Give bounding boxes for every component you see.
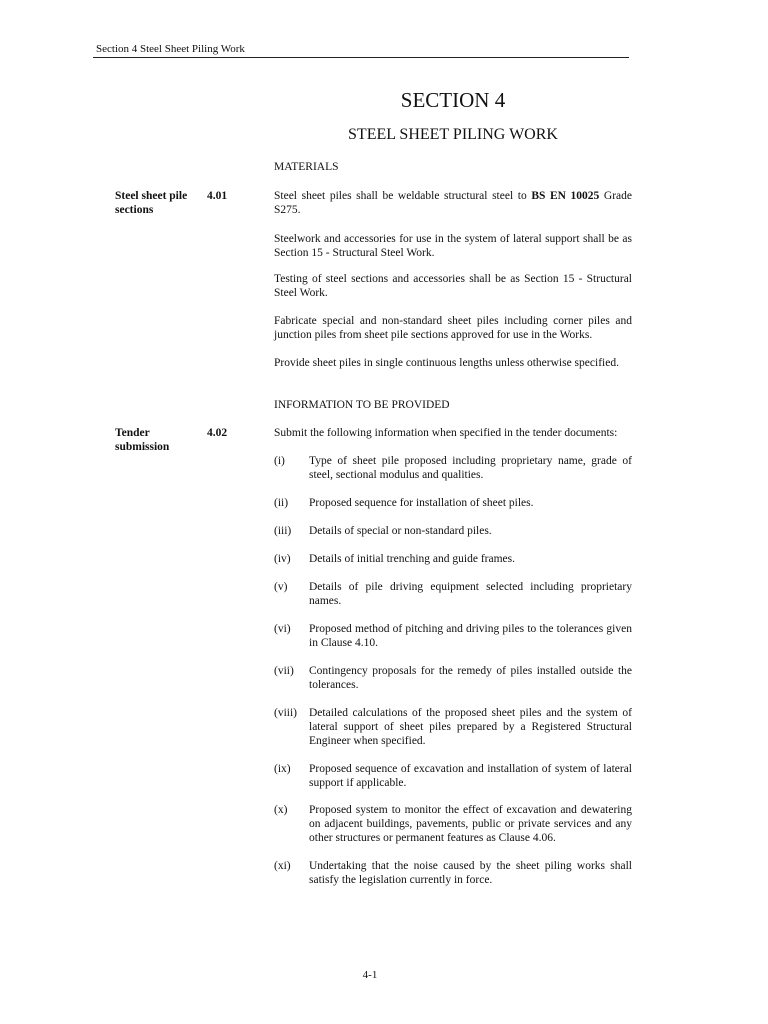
materials-paragraph-4: Fabricate special and non-standard sheet piles including corner piles and junction piles from sheet pile sections approved for use in the Works.	[274, 315, 632, 341]
list-item-text: Proposed system to monitor the effect of excavation and dewatering on adjacent buildings, pavements, public or private services and any other structures or permanent features as Clause 4.06.	[309, 804, 632, 844]
clause-number-4-01: 4.01	[207, 190, 228, 202]
list-item-text: Details of pile driving equipment selected including proprietary names.	[309, 581, 632, 607]
list-item-number: (x)	[274, 804, 288, 816]
section-title: SECTION 4	[400, 88, 506, 112]
section-subtitle: STEEL SHEET PILING WORK	[348, 126, 558, 143]
list-item-number: (ix)	[274, 763, 291, 775]
list-item-number: (iv)	[274, 553, 291, 565]
list-item-text: Proposed sequence for installation of sheet piles.	[309, 497, 534, 509]
materials-paragraph-1-text: Steel sheet piles shall be weldable structural steel to	[274, 190, 532, 202]
materials-paragraph-5: Provide sheet piles in single continuous lengths unless otherwise specified.	[274, 357, 619, 369]
list-item-number: (xi)	[274, 860, 291, 872]
list-item-text: Contingency proposals for the remedy of piles installed outside the tolerances.	[309, 665, 632, 691]
list-item-number: (v)	[274, 581, 288, 593]
clause-number-4-02: 4.02	[207, 427, 228, 439]
materials-paragraph-1-end: Grade S275.	[274, 190, 633, 216]
list-item-text: Undertaking that the noise caused by the sheet piling works shall satisfy the legislation currently in force.	[309, 860, 632, 886]
header-rule	[93, 57, 629, 58]
page-number: 4-1	[362, 969, 378, 981]
materials-paragraph-2: Steelwork and accessories for use in the system of lateral support shall be as Section 15 - Structural Steel Work.	[274, 233, 632, 259]
materials-paragraph-1	[274, 189, 632, 217]
list-item-text: Type of sheet pile proposed including proprietary name, grade of steel, sectional modulus and qualities.	[309, 455, 632, 481]
clause-label-4-02: Tender submission	[115, 427, 170, 453]
list-item-text: Details of special or non-standard piles.	[309, 525, 492, 537]
list-item-number: (vi)	[274, 623, 291, 635]
list-item-number: (vii)	[274, 665, 294, 677]
materials-paragraph-3: Testing of steel sections and accessories shall be as Section 15 - Structural Steel Work.	[274, 273, 632, 299]
clause-label-4-01: Steel sheet pile sections	[115, 190, 188, 216]
list-item-text: Details of initial trenching and guide frames.	[309, 553, 515, 565]
list-item-text: Detailed calculations of the proposed sheet piles and the system of lateral support of sheet piles prepared by a Registered Structural Engineer when specified.	[309, 707, 632, 747]
materials-heading: MATERIALS	[274, 161, 339, 173]
list-item-number: (viii)	[274, 707, 297, 719]
running-header: Section 4 Steel Sheet Piling Work	[96, 43, 245, 55]
information-heading: INFORMATION TO BE PROVIDED	[274, 399, 450, 411]
list-item-number: (iii)	[274, 525, 292, 537]
list-item-number: (ii)	[274, 497, 289, 509]
standard-reference: BS EN 10025	[531, 190, 600, 202]
list-item-number: (i)	[274, 455, 285, 467]
list-item-text: Proposed sequence of excavation and installation of system of lateral support if applicable.	[309, 763, 632, 789]
list-item-text: Proposed method of pitching and driving piles to the tolerances given in Clause 4.10.	[309, 623, 632, 649]
information-intro: Submit the following information when specified in the tender documents:	[274, 427, 618, 439]
